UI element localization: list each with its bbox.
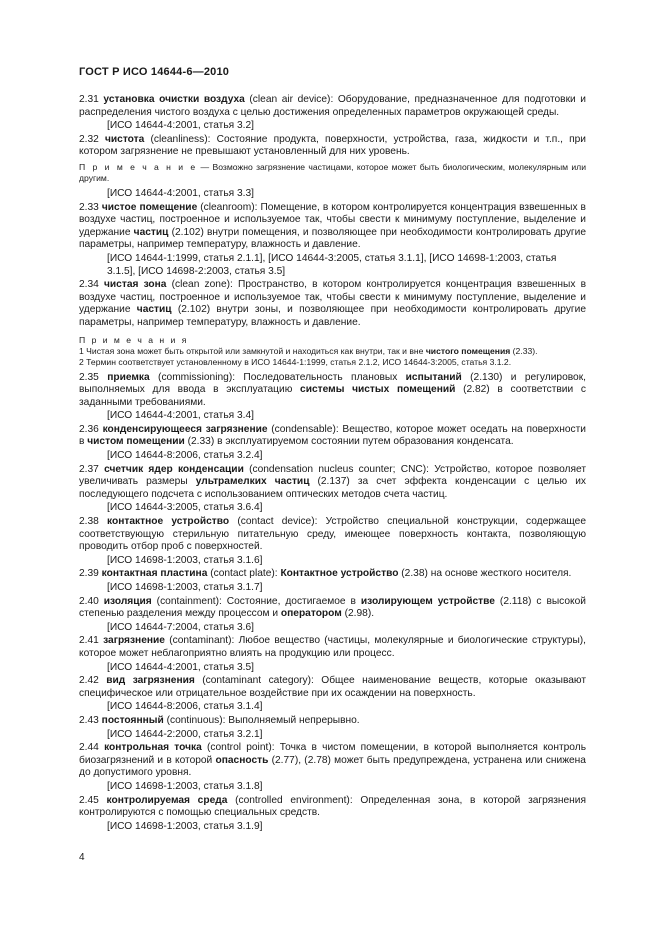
term-text: контактное устройство xyxy=(107,516,230,528)
body-text: 2.38 xyxy=(79,516,108,528)
body-text: 2.32 xyxy=(79,133,105,145)
note-label: П р и м е ч а н и е xyxy=(79,161,198,172)
source-reference: [ИСО 14644-1:1999, статья 2.1.1], [ИСО 14644-3:2005, статья 3.1.1], [ИСО 14698-1:2003, статья 3.1.5], [ИСО 14698-2:2003, статья 3.5] xyxy=(107,252,557,277)
term-text: частиц xyxy=(136,304,172,316)
term-text: чистая зона xyxy=(104,279,167,291)
source-reference: [ИСО 14644-4:2001, статья 3.5] xyxy=(107,661,254,673)
body-text: (2.77), (2.78) может быть предупреждена, устранена или снижена до допустимого уровня. xyxy=(79,754,586,779)
source-reference: [ИСО 14644-7:2004, статья 3.6] xyxy=(107,621,254,633)
definition-entry xyxy=(79,134,586,159)
document-header: ГОСТ Р ИСО 14644-6—2010 xyxy=(79,66,230,78)
body-text: (2.130) и регулировок, выполняемых для ввода в эксплуатацию xyxy=(79,371,586,396)
notes-item xyxy=(79,357,586,368)
term-text: контрольная точка xyxy=(104,742,202,754)
body-text: (contact device): Устройство специальной конструкции, содержащее соответствующую стерильную питательную среду, имеющее поверхность контакта, позволяющую проводить отбор проб с поверхностей. xyxy=(79,516,586,553)
term-text: установка очистки воздуха xyxy=(103,94,245,105)
note xyxy=(79,162,586,184)
body-text: (cleanliness): Состояние продукта, поверхности, устройства, газа, жидкости и т.п., при котором загрязнение не превышают установленный для них уровень. xyxy=(79,133,586,158)
definition-entry xyxy=(79,94,586,119)
definition-entry xyxy=(79,464,586,502)
body-text: (contaminant): Любое вещество (частицы, молекулярные и биологические структуры), которое может неблагоприятно влиять на продукцию или процесс. xyxy=(79,635,586,659)
body-text: 2.36 xyxy=(79,423,103,435)
term-text: чистом помещении xyxy=(87,436,185,448)
source-reference: [ИСО 14698-1:2003, статья 3.1.6] xyxy=(107,554,263,566)
term-text: чистого помещения xyxy=(425,345,511,356)
source-reference: [ИСО 14644-4:2001, статья 3.3] xyxy=(107,187,254,199)
source-reference: [ИСО 14698-1:2003, статья 3.1.9] xyxy=(107,820,263,832)
term-text: вид загрязнения xyxy=(106,675,195,687)
term-text: приемка xyxy=(107,371,150,383)
term-text: чистота xyxy=(104,133,145,145)
definition-entry xyxy=(79,516,586,554)
body-text: (continuous): Выполняемый непрерывно. xyxy=(163,714,360,726)
source-reference: [ИСО 14644-2:2000, статья 3.2.1] xyxy=(107,728,263,740)
notes-heading: П р и м е ч а н и я xyxy=(79,334,189,345)
notes-item xyxy=(79,346,586,357)
body-text: 2.31 xyxy=(79,94,104,105)
body-text: 2 Термин соответствует установленному в ИСО 14644-1:1999, статья 2.1.2, ИСО 14644-3:2005, статья 3.1.2. xyxy=(79,356,512,367)
definition-entry xyxy=(79,568,586,581)
body-text: (clean air device): Оборудование, предназначенное для подготовки и распределения чистого воздуха с целью достижения определенных параметров окружающей среды. xyxy=(79,94,586,118)
term-text: испытаний xyxy=(405,371,462,383)
source-reference: [ИСО 14644-4:2001, статья 3.4] xyxy=(107,410,254,422)
definition-entry xyxy=(79,635,586,660)
definition-entry xyxy=(79,742,586,780)
body-text: 2.43 xyxy=(79,714,102,726)
term-text: изоляция xyxy=(103,595,152,607)
body-text: (2.98). xyxy=(341,608,375,620)
term-text: изолирующем устройстве xyxy=(360,595,495,607)
body-text: (containment): Состояние, достигаемое в xyxy=(151,595,361,607)
body-text: 2.42 xyxy=(79,675,107,687)
document-body xyxy=(79,94,586,834)
term-text: конденсирующееся загрязнение xyxy=(102,423,268,435)
term-text: контактная пластина xyxy=(101,568,208,580)
definition-entry xyxy=(79,596,586,621)
body-text: 2.37 xyxy=(79,463,105,475)
body-text: 2.34 xyxy=(79,279,104,291)
term-text: опасность xyxy=(215,754,269,766)
term-text: контролируемая среда xyxy=(106,794,228,806)
definition-entry xyxy=(79,202,586,252)
source-reference: [ИСО 14644-8:2006, статья 3.1.4] xyxy=(107,701,263,713)
note-text: — Возможно загрязнение частицами, которое может быть биологическим, молекулярным или другим. xyxy=(79,161,586,183)
definition-entry xyxy=(79,279,586,329)
notes-list xyxy=(79,335,586,368)
body-text: (2.33). xyxy=(510,345,538,356)
body-text: (2.38) на основе жесткого носителя. xyxy=(398,568,572,580)
definition-entry xyxy=(79,795,586,820)
term-text: чистое помещение xyxy=(101,201,198,213)
source-reference: [ИСО 14644-3:2005, статья 3.6.4] xyxy=(107,502,263,514)
body-text: 2.41 xyxy=(79,635,104,647)
body-text: 2.44 xyxy=(79,742,105,754)
source-reference: [ИСО 14698-1:2003, статья 3.1.8] xyxy=(107,780,263,792)
definition-entry xyxy=(79,715,586,728)
term-text: загрязнение xyxy=(103,635,165,647)
body-text: 2.40 xyxy=(79,595,104,607)
term-text: системы чистых помещений xyxy=(300,384,456,396)
body-text: (2.33) в эксплуатируемом состоянии путем образования конденсата. xyxy=(184,436,514,448)
term-text: оператором xyxy=(280,608,342,620)
body-text: (condensable): Вещество, которое может оседать на поверхности в xyxy=(79,423,586,448)
body-text: (2.102) внутри помещения, и позволяющее при необходимости контролировать другие параметры, например температуру, влажность и давление. xyxy=(79,226,586,251)
body-text: (condensation nucleus counter; CNC): Устройство, которое позволяет увеличивать размеры xyxy=(79,463,586,488)
term-text: постоянный xyxy=(101,714,164,726)
body-text: (controlled environment): Определенная зона, в которой загрязнения контролируются с помощью специальных средств. xyxy=(79,794,587,819)
page-number: 4 xyxy=(79,852,85,863)
body-text: (contaminant category): Общее наименование веществ, которые оказывают специфическое или отрицательное воздействие при их осаждении на поверхность. xyxy=(79,675,586,699)
body-text: 1 Чистая зона может быть открытой или замкнутой и находиться как внутри, так и вне xyxy=(79,345,426,356)
body-text: (2.118) с высокой степенью разделения между процессом и xyxy=(79,595,586,620)
definition-entry xyxy=(79,675,586,700)
definition-entry xyxy=(79,424,586,449)
term-text: ультрамелких частиц xyxy=(195,476,310,488)
body-text: 2.45 xyxy=(79,794,107,806)
body-text: (control point): Точка в чистом помещении, в которой выполняется контроль биозагрязнений и в которой xyxy=(79,742,586,766)
source-reference: [ИСО 14644-8:2006, статья 3.2.4] xyxy=(107,450,263,462)
source-reference: [ИСО 14698-1:2003, статья 3.1.7] xyxy=(107,582,263,593)
body-text: (contact plate): xyxy=(207,568,281,580)
term-text: частиц xyxy=(133,226,169,238)
body-text: (commissioning): Последовательность плановых xyxy=(149,371,406,383)
body-text: 2.33 xyxy=(79,201,102,213)
body-text: (2.137) за счет эффекта конденсации с целью их последующего подсчета с использованием оптических методов счета частиц. xyxy=(79,476,586,500)
term-text: счетчик ядер конденсации xyxy=(104,463,244,475)
definition-entry xyxy=(79,372,586,410)
term-text: Контактное устройство xyxy=(280,568,399,580)
body-text: (2.102) внутри зоны, и позволяющее при необходимости контролировать другие параметры, например температуру, влажность и давление. xyxy=(79,304,586,328)
body-text: 2.35 xyxy=(79,371,108,383)
body-text: 2.39 xyxy=(79,568,102,580)
source-reference: [ИСО 14644-4:2001, статья 3.2] xyxy=(107,120,254,132)
body-text: (2.82) в соответствии с заданными требованиями. xyxy=(79,384,586,408)
body-text: (cleanroom): Помещение, в котором контролируется концентрация взвешенных в воздухе частиц, построенное и используемое так, чтобы свести к минимуму поступление, выделение и удержание xyxy=(79,201,586,238)
body-text: (clean zone): Пространство, в котором контролируется концентрация взвешенных в воздухе частиц, построенное и используемое так, чтобы свести к минимуму поступление, выделение и удержание xyxy=(79,279,586,316)
